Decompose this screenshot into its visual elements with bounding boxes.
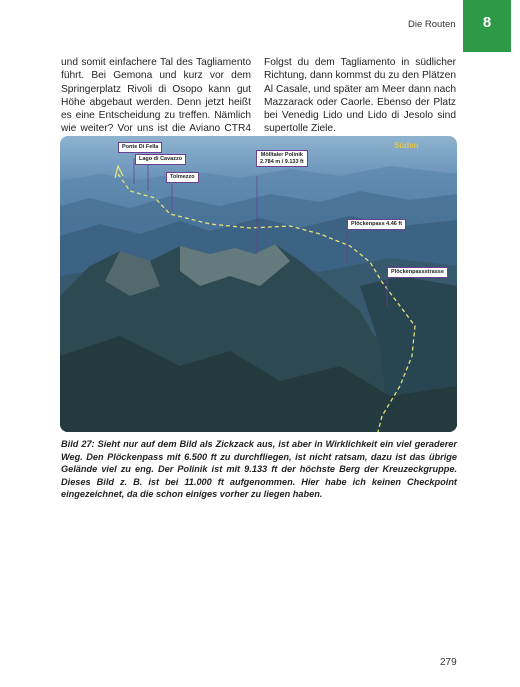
label-lago-di-cavazzo: Lago di Cavazzo	[135, 154, 186, 165]
mountain-landscape	[60, 136, 457, 432]
label-ponte-di-fella: Ponte Di Fella	[118, 142, 162, 153]
label-plockenpass: Plöckenpass 4.46 ft	[347, 219, 406, 230]
figure-caption: Bild 27: Sieht nur auf dem Bild als Zickzack aus, ist aber in Wirklichkeit ein viel geraderer Weg. Den Plöckenpass mit 6.500 ft zu durchfliegen, ist nicht ratsam, dazu ist das übrige Gelände viel zu eng. Der Polinik ist mit 9.133 ft der höchste Berg der Kreuzeckgruppe. Dieses Bild z. B. ist bei 11.000 ft aufgenommen. Hier habe ich keinen Checkpoint eingezeichnet, da die schon einiges vorher zu liegen haben.	[61, 439, 457, 500]
compass-label-south: Süden	[394, 141, 419, 150]
body-text-left-column: und somit einfachere Tal des Tagliamento führt. Bei Gemona und kurz vor dem Springerplatz Rivoli di Osopo kann gut Höhe abgebaut werden. Denn jetzt heißt es eine Entscheidung zu treffen. Nämlich wie weiter? Vor uns ist die Aviano CTR4	[61, 57, 251, 135]
chapter-tab: 8	[463, 0, 511, 52]
label-tolmezzo: Tolmezzo	[166, 172, 199, 183]
running-header: Die Routen	[408, 19, 456, 30]
label-polinik	[256, 150, 308, 167]
polinik-name: Mölltaler Polinik	[260, 152, 303, 158]
label-plockenpassstrasse: Plöckenpassstrasse	[387, 267, 448, 278]
page-number: 279	[440, 657, 457, 668]
polinik-height: 2.784 m / 9.133 ft	[260, 158, 304, 165]
aerial-photo	[60, 136, 457, 432]
body-text-right-column: Folgst du dem Tagliamento in südlicher Richtung, dann kommst du zu den Plätzen Al Casale, und später am Meer dann nach Mazzarack oder Caorle. Ebenso der Platz bei Venedig Lido und Lido di Jesolo sind supertolle Ziele.	[264, 57, 456, 135]
